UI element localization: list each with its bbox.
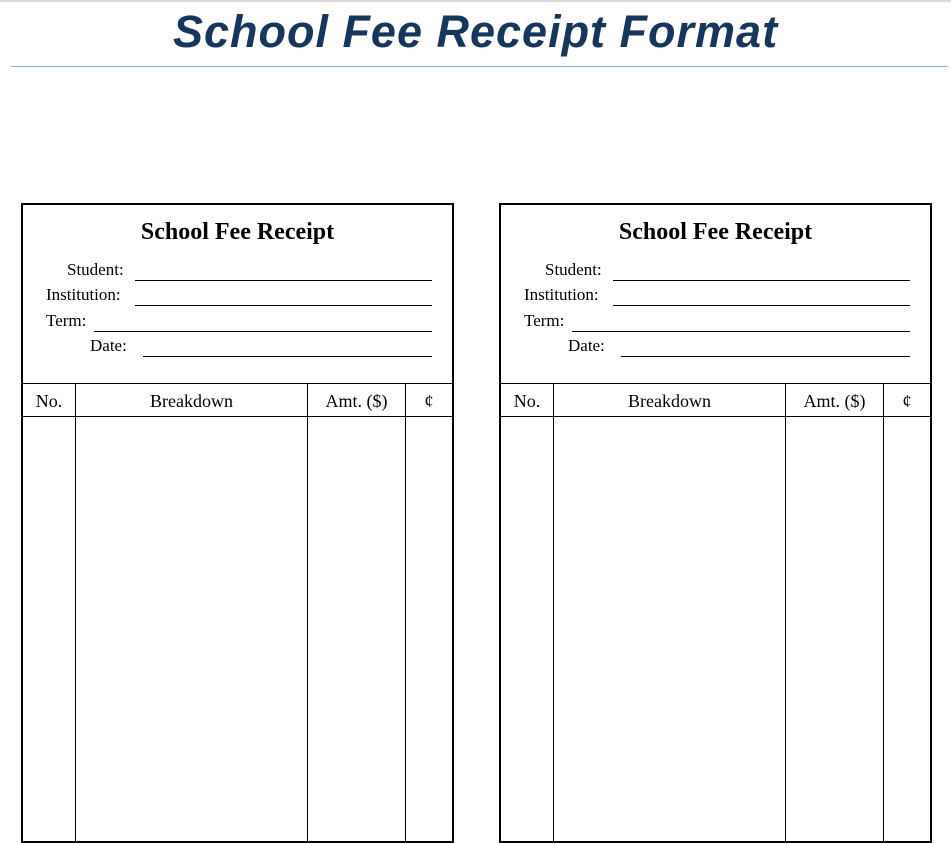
- date-field[interactable]: [90, 335, 432, 359]
- col-cents: ¢: [424, 391, 434, 411]
- date-field[interactable]: [568, 335, 910, 359]
- institution-field[interactable]: [524, 284, 910, 308]
- col-amount: Amt. ($): [803, 391, 866, 411]
- term-label: Term:: [524, 311, 565, 330]
- term-label: Term:: [46, 311, 87, 330]
- col-breakdown: Breakdown: [628, 391, 711, 411]
- institution-label: Institution:: [524, 285, 599, 304]
- institution-line: [613, 305, 910, 306]
- col-no: No.: [35, 391, 63, 411]
- column-header-row: [501, 384, 930, 417]
- receipt-header: [501, 205, 930, 384]
- page-title: School Fee Receipt Format: [172, 6, 779, 57]
- col-amount: Amt. ($): [325, 391, 388, 411]
- institution-label: Institution:: [46, 285, 121, 304]
- column-divider: [785, 383, 786, 841]
- student-label: Student:: [545, 260, 602, 279]
- term-field[interactable]: [46, 310, 432, 334]
- column-divider: [553, 383, 554, 841]
- column-divider: [75, 383, 76, 841]
- institution-line: [135, 305, 432, 306]
- column-divider: [307, 383, 308, 841]
- column-header-row: [23, 384, 452, 417]
- col-cents: ¢: [902, 391, 912, 411]
- student-line: [613, 280, 910, 281]
- date-label: Date:: [568, 336, 605, 355]
- date-line: [621, 356, 910, 357]
- receipt-header: [23, 205, 452, 384]
- column-divider: [405, 383, 406, 841]
- student-field[interactable]: [545, 259, 910, 283]
- student-line: [135, 280, 432, 281]
- col-breakdown: Breakdown: [150, 391, 233, 411]
- student-field[interactable]: [67, 259, 432, 283]
- date-line: [143, 356, 432, 357]
- receipt-title: School Fee Receipt: [618, 219, 813, 245]
- title-underline: [11, 66, 948, 67]
- term-line: [94, 331, 432, 332]
- term-line: [572, 331, 910, 332]
- receipt-title: School Fee Receipt: [140, 219, 335, 245]
- receipt-left: [21, 203, 454, 843]
- col-no: No.: [513, 391, 541, 411]
- institution-field[interactable]: [46, 284, 432, 308]
- column-divider: [883, 383, 884, 841]
- student-label: Student:: [67, 260, 124, 279]
- date-label: Date:: [90, 336, 127, 355]
- receipt-right: [499, 203, 932, 843]
- term-field[interactable]: [524, 310, 910, 334]
- top-border: [0, 0, 951, 2]
